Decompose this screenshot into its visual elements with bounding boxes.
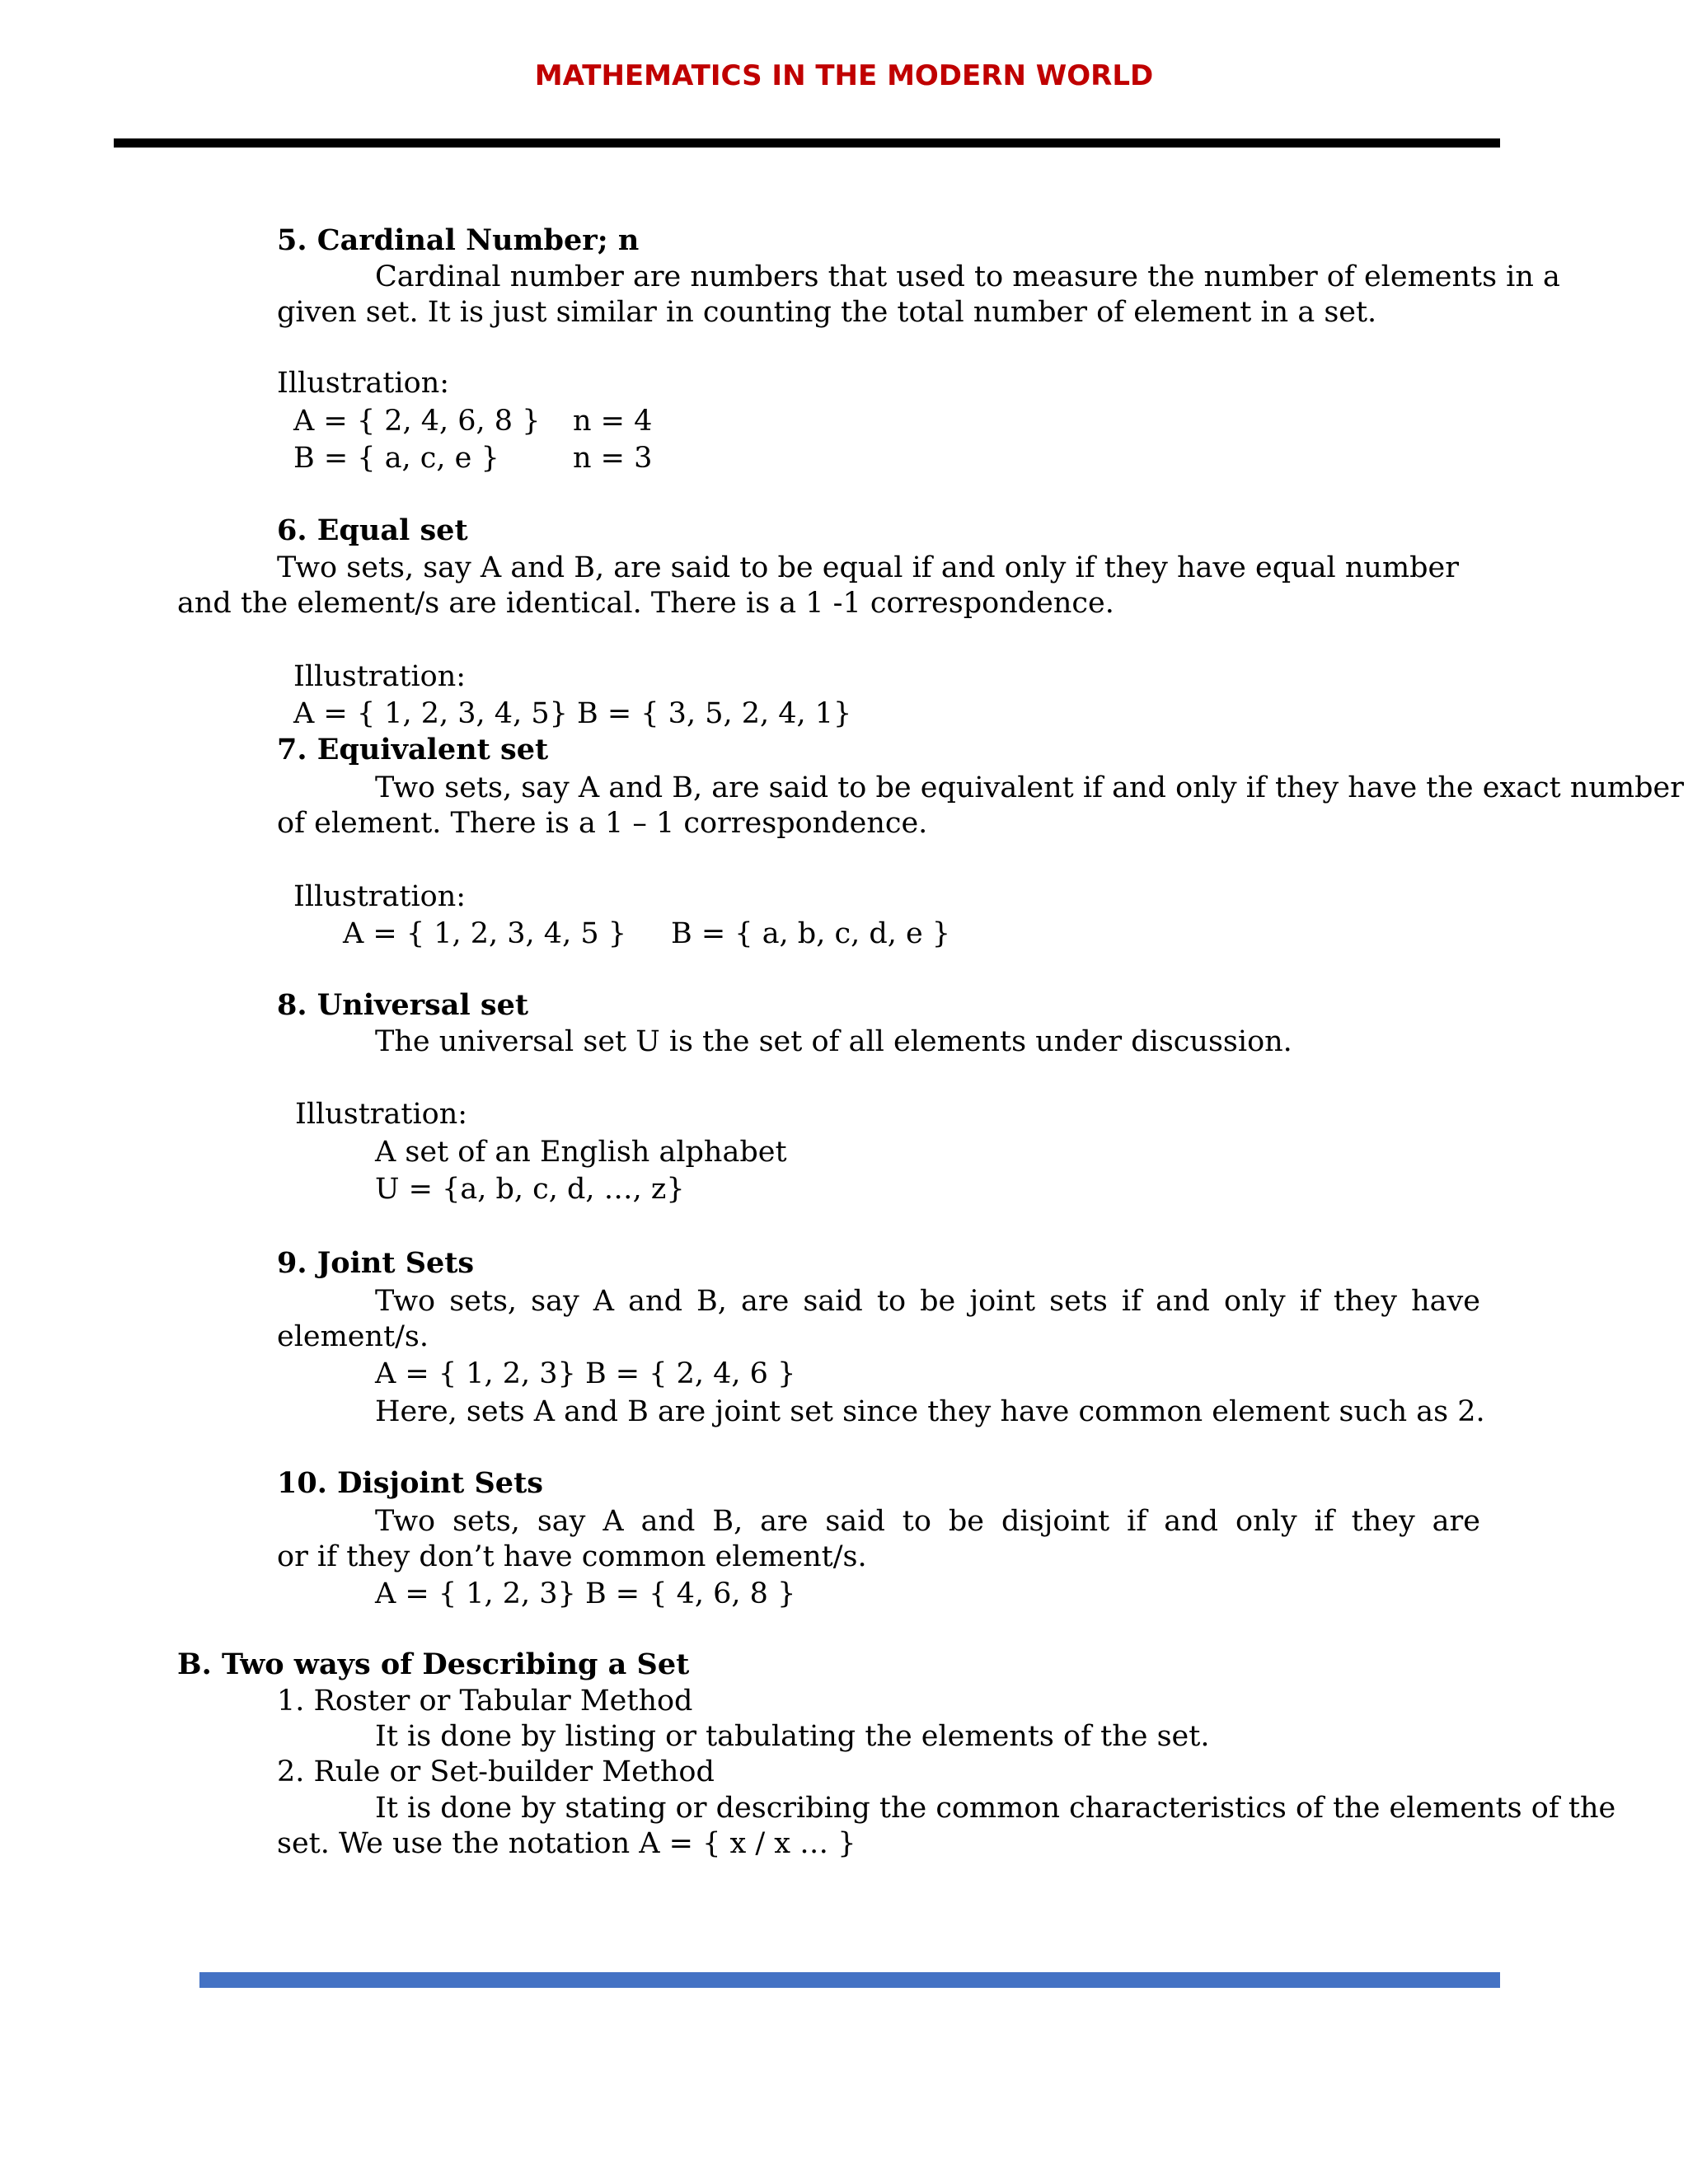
- section-7-set-b: B = { a, b, c, d, e }: [671, 917, 951, 950]
- section-8-heading: 8. Universal set: [277, 988, 529, 1022]
- section-6-line-1: Two sets, say A and B, are said to be equal if and only if they have equal number: [277, 551, 1459, 584]
- section-10-example: A = { 1, 2, 3} B = { 4, 6, 8 }: [375, 1577, 796, 1610]
- page-header-title: MATHEMATICS IN THE MODERN WORLD: [534, 59, 1154, 92]
- section-5-set-b: B = { a, c, e }: [293, 442, 499, 475]
- section-10-heading: 10. Disjoint Sets: [277, 1466, 543, 1500]
- section-7-illustration-label: Illustration:: [293, 880, 467, 913]
- section-7-heading: 7. Equivalent set: [277, 733, 549, 766]
- section-5-set-a: A = { 2, 4, 6, 8 }: [293, 405, 541, 438]
- section-7-set-a: A = { 1, 2, 3, 4, 5 }: [343, 917, 626, 950]
- section-9-heading: 9. Joint Sets: [277, 1246, 475, 1280]
- section-b-heading: B. Two ways of Describing a Set: [177, 1647, 690, 1681]
- section-b-item-1: 1. Roster or Tabular Method: [277, 1685, 693, 1718]
- section-9-example: A = { 1, 2, 3} B = { 2, 4, 6 }: [375, 1357, 796, 1390]
- section-8-illustration-label: Illustration:: [295, 1098, 468, 1131]
- header-rule: [114, 138, 1500, 148]
- section-9-line-2: element/s.: [277, 1320, 429, 1353]
- section-10-line-1: Two sets, say A and B, are said to be disjoint if and only if they are: [375, 1505, 1480, 1538]
- section-7-line-1: Two sets, say A and B, are said to be equivalent if and only if they have the exact number: [375, 771, 1684, 804]
- section-8-example-1: A set of an English alphabet: [375, 1136, 787, 1169]
- section-6-line-2: and the element/s are identical. There is a 1 -1 correspondence.: [177, 587, 1114, 620]
- section-b-item-2: 2. Rule or Set-builder Method: [277, 1755, 715, 1788]
- section-10-line-2: or if they don’t have common element/s.: [277, 1540, 867, 1573]
- section-5-illustration-label: Illustration:: [277, 367, 450, 400]
- section-6-illustration-label: Illustration:: [293, 660, 467, 693]
- section-6-example: A = { 1, 2, 3, 4, 5} B = { 3, 5, 2, 4, 1}: [293, 697, 852, 730]
- footer-rule: [199, 1972, 1500, 1988]
- section-6-heading: 6. Equal set: [277, 513, 468, 547]
- section-b-item-2-desc-2: set. We use the notation A = { x / x … }: [277, 1827, 856, 1860]
- section-b-item-1-desc: It is done by listing or tabulating the elements of the set.: [375, 1720, 1210, 1753]
- section-5-heading: 5. Cardinal Number; n: [277, 223, 640, 257]
- section-5-line-1: Cardinal number are numbers that used to measure the number of elements in a: [375, 260, 1560, 293]
- section-b-item-2-desc-1: It is done by stating or describing the common characteristics of the elements of the: [375, 1792, 1616, 1825]
- section-8-example-2: U = {a, b, c, d, …, z}: [375, 1173, 685, 1206]
- section-9-line-1: Two sets, say A and B, are said to be joint sets if and only if they have: [375, 1285, 1480, 1318]
- section-5-n-b: n = 3: [573, 442, 653, 475]
- section-5-n-a: n = 4: [573, 405, 653, 438]
- section-9-note: Here, sets A and B are joint set since they have common element such as 2.: [375, 1395, 1485, 1428]
- section-5-line-2: given set. It is just similar in counting the total number of element in a set.: [277, 296, 1377, 329]
- section-7-line-2: of element. There is a 1 – 1 correspondence.: [277, 807, 928, 840]
- section-8-line-1: The universal set U is the set of all elements under discussion.: [375, 1025, 1292, 1058]
